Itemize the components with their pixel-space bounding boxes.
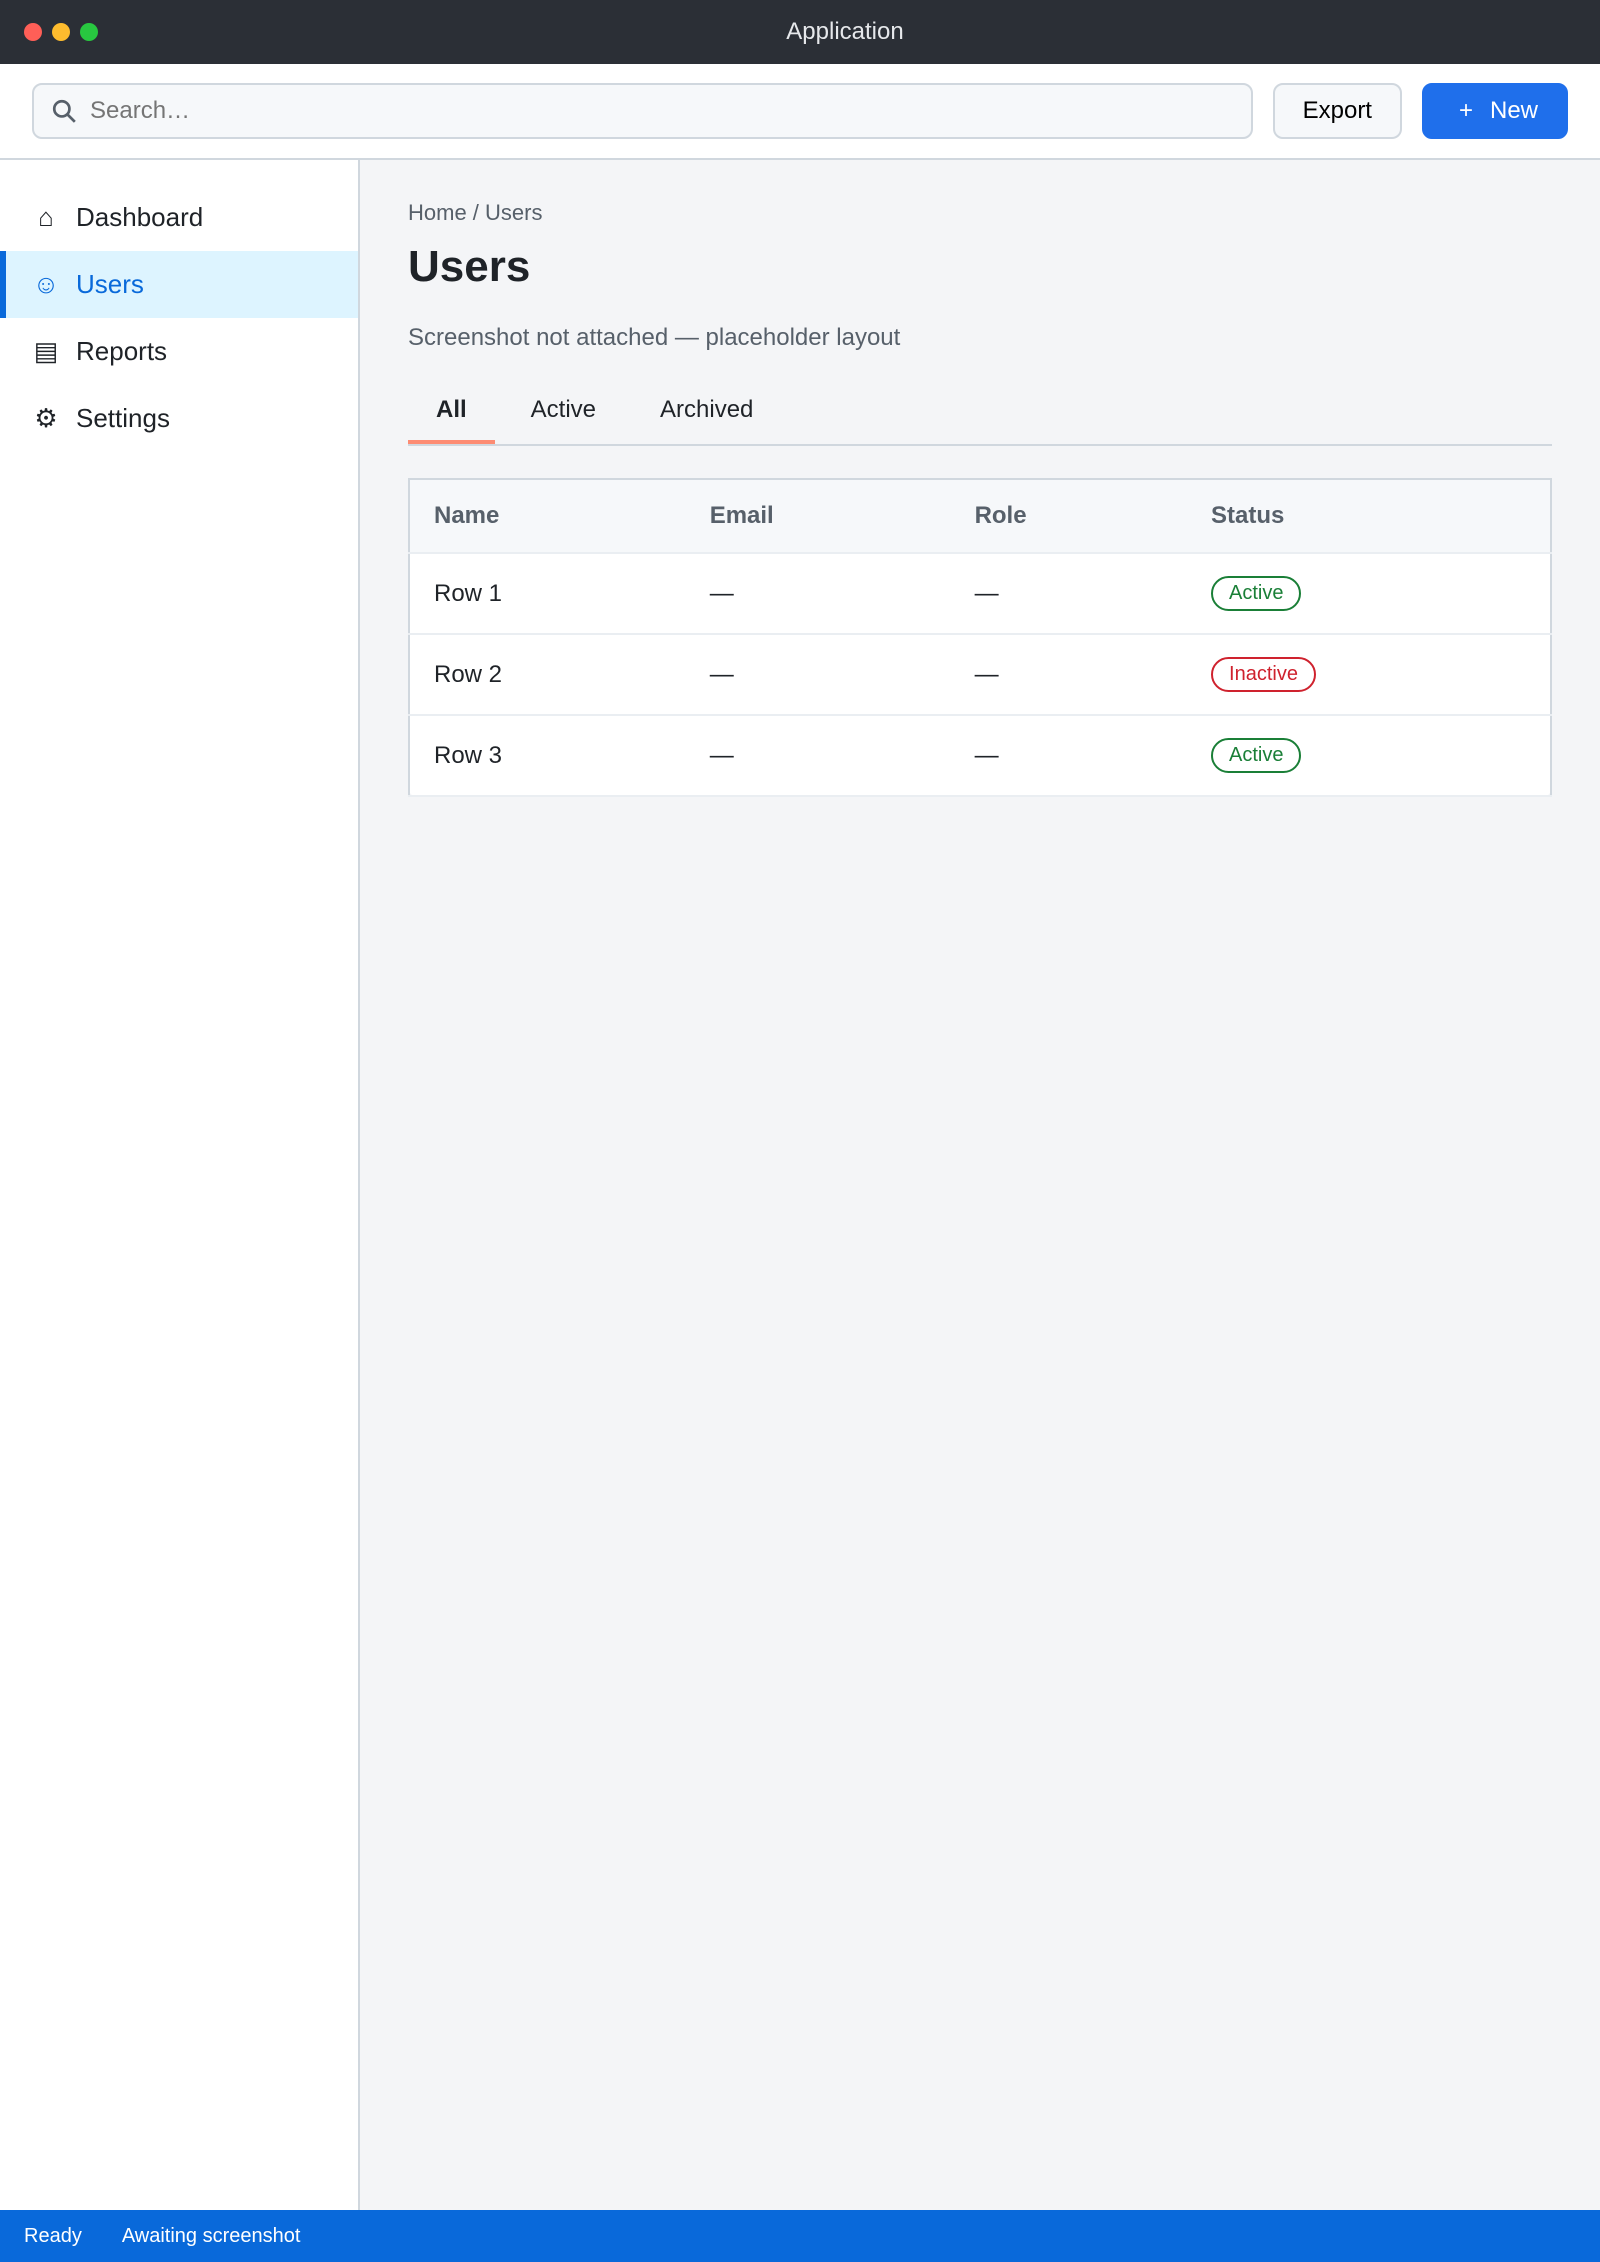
tab-archived[interactable]: Archived xyxy=(660,396,754,423)
status-badge: Active xyxy=(1211,738,1301,773)
table-cell: — xyxy=(686,715,951,796)
home-icon: ⌂ xyxy=(38,202,54,232)
plus-icon: + xyxy=(1458,97,1473,124)
placeholder-notice: Screenshot not attached — placeholder layout xyxy=(408,324,901,351)
breadcrumb: Home / Users xyxy=(408,200,543,225)
status-left: Ready xyxy=(24,2224,82,2247)
table-row[interactable] xyxy=(409,553,1551,634)
data-table xyxy=(408,478,1552,797)
table-cell: Row 1 xyxy=(409,553,686,634)
table-cell: Row 3 xyxy=(409,715,686,796)
table-row[interactable] xyxy=(409,634,1551,715)
new-button-label: New xyxy=(1489,97,1538,124)
table-header-row xyxy=(409,479,1551,553)
table-cell: Row 2 xyxy=(409,634,686,715)
table-row[interactable] xyxy=(409,715,1551,796)
table-cell: — xyxy=(951,634,1187,715)
tab-bar xyxy=(408,380,1552,446)
sidebar-item-label: Settings xyxy=(76,403,170,433)
column-header[interactable]: Status xyxy=(1187,479,1551,553)
status-right: Awaiting screenshot xyxy=(121,2224,301,2247)
status-badge: Active xyxy=(1211,576,1301,611)
column-header[interactable]: Email xyxy=(686,479,951,553)
page-title: Users xyxy=(408,242,531,291)
toolbar xyxy=(0,64,1600,160)
title-bar xyxy=(0,0,1600,64)
sidebar-item-dashboard[interactable] xyxy=(0,184,358,251)
sidebar-item-label: Dashboard xyxy=(76,202,204,232)
status-badge: Inactive xyxy=(1211,657,1316,692)
table-cell xyxy=(1187,553,1551,634)
export-button[interactable] xyxy=(1273,83,1402,139)
export-button-label: Export xyxy=(1302,97,1372,124)
close-window-button[interactable] xyxy=(24,23,42,41)
maximize-window-button[interactable] xyxy=(80,23,98,41)
sidebar xyxy=(0,160,360,2210)
main-panel xyxy=(360,160,1600,2210)
minimize-window-button[interactable] xyxy=(52,23,70,41)
table-cell xyxy=(1187,715,1551,796)
table-cell: — xyxy=(951,553,1187,634)
column-header[interactable]: Role xyxy=(951,479,1187,553)
sidebar-item-settings[interactable] xyxy=(0,385,358,452)
new-button[interactable] xyxy=(1422,83,1568,139)
tab-active[interactable]: Active xyxy=(530,396,597,423)
sidebar-item-label: Reports xyxy=(76,336,168,366)
column-header[interactable]: Name xyxy=(409,479,686,553)
tab-all[interactable]: All xyxy=(408,380,495,444)
search-box xyxy=(32,83,1253,139)
gear-icon: ⚙ xyxy=(34,403,58,433)
window-title: Application xyxy=(786,18,904,45)
sidebar-item-label: Users xyxy=(76,269,144,299)
table-cell: — xyxy=(686,634,951,715)
table-cell xyxy=(1187,634,1551,715)
content-area xyxy=(0,160,1600,2210)
search-icon xyxy=(50,97,78,125)
sidebar-item-reports[interactable] xyxy=(0,318,358,385)
status-bar xyxy=(0,2210,1600,2262)
chart-icon: ▤ xyxy=(33,336,59,366)
window-controls xyxy=(24,23,98,41)
users-icon: ☺ xyxy=(32,269,60,299)
table-cell: — xyxy=(951,715,1187,796)
search-input[interactable] xyxy=(90,97,1235,125)
table-cell: — xyxy=(686,553,951,634)
sidebar-item-users[interactable] xyxy=(0,251,358,318)
